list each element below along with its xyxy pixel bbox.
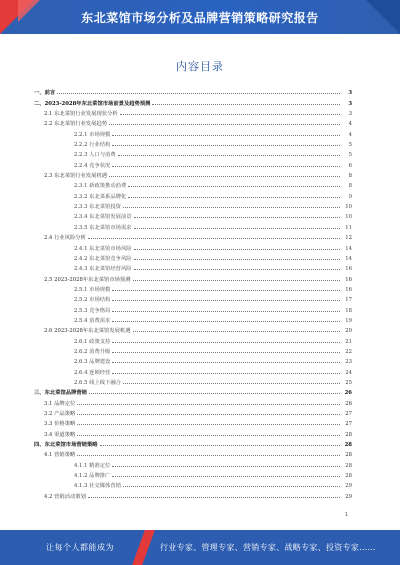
toc-entry-label: 2.2 东北菜馆行业发展趋势 [44, 121, 108, 128]
toc-entry[interactable] [34, 448, 352, 458]
toc-leader-dots [134, 259, 340, 260]
toc-entry-page: 16 [345, 266, 352, 273]
toc-entry-label: 2.3.4 东北菜馆发展前景 [74, 214, 132, 221]
toc-entry-page: 28 [345, 473, 352, 480]
toc-entry[interactable] [34, 220, 352, 230]
toc-entry[interactable] [34, 479, 352, 489]
toc-entry-label: 4.1.3 社交媒体营销 [74, 483, 121, 490]
toc-entry-page: 6 [348, 162, 352, 169]
toc-entry-page: 27 [345, 411, 352, 417]
toc-entry[interactable] [34, 210, 352, 220]
toc-entry[interactable] [34, 427, 352, 437]
toc-entry-label: 2.5.1 市场规模 [74, 286, 111, 293]
toc-entry-label: 2.2.3 人口与消费 [74, 152, 116, 159]
toc-entry-label: 2.4.2 东北菜馆竞争风险 [74, 255, 132, 262]
table-of-contents [34, 86, 352, 500]
toc-entry-label: 3.2 产品策略 [44, 411, 76, 417]
toc-entry-label: 2.2.4 竞争状况 [74, 162, 111, 169]
toc-entry-label: 4.1 营销策略 [44, 452, 76, 459]
toc-entry-label: 2.3.1 新政策推动消费 [74, 183, 127, 190]
toc-entry-label: 2.4.3 东北菜馆经营风险 [74, 266, 132, 273]
toc-entry[interactable] [34, 365, 352, 375]
toc-entry-label: 2.4.1 东北菜馆市场风险 [74, 245, 132, 252]
red-slash-decoration [129, 530, 157, 565]
toc-entry[interactable] [34, 293, 352, 303]
toc-entry-label: 2.6.4 连锁经营 [74, 369, 111, 376]
toc-entry-page: 20 [345, 328, 352, 335]
toc-entry[interactable] [34, 458, 352, 468]
toc-entry-label: 四、东北菜馆市场营销策略 [34, 442, 98, 449]
toc-entry[interactable] [34, 241, 352, 251]
toc-entry-label: 2.6 2023-2028年东北菜馆发展机遇 [44, 328, 131, 335]
toc-entry[interactable] [34, 148, 352, 158]
toc-entry-page: 27 [345, 421, 352, 428]
bottom-banner [0, 530, 400, 565]
toc-leader-dots [112, 135, 340, 136]
toc-leader-dots [109, 124, 340, 125]
toc-entry-label: 2.3.3 东北菜馆投资 [74, 204, 121, 211]
toc-entry[interactable] [34, 417, 352, 427]
toc-leader-dots [77, 435, 340, 436]
toc-entry-label: 2.1 东北菜馆行业发展现状分析 [44, 111, 118, 118]
toc-heading: 内容目录 [176, 60, 224, 73]
toc-entry-label: 3.4 渠道策略 [44, 431, 76, 438]
toc-entry-label: 3.3 价格策略 [44, 421, 76, 428]
toc-entry-label: 2.2.2 行业结构 [74, 142, 111, 149]
top-banner [0, 0, 400, 34]
toc-entry-label: 二、2023-2028年东北菜馆市场前景及趋势预测 [34, 100, 151, 107]
toc-entry-page: 28 [344, 442, 352, 449]
toc-leader-dots [128, 186, 340, 187]
toc-entry-page: 29 [345, 493, 352, 500]
toc-leader-dots [112, 300, 340, 301]
toc-entry[interactable] [34, 345, 352, 355]
toc-leader-dots [134, 228, 340, 229]
toc-entry[interactable] [34, 262, 352, 272]
toc-leader-dots [112, 466, 340, 467]
toc-entry-label: 4.1.2 品牌推广 [74, 473, 111, 480]
toc-entry-page: 12 [345, 235, 352, 242]
toc-leader-dots [112, 342, 340, 343]
toc-entry[interactable] [34, 86, 352, 96]
toc-leader-dots [109, 176, 340, 177]
toc-entry[interactable] [34, 252, 352, 262]
page-number: 1 [344, 512, 348, 518]
footer-slogan: 让每个人都能成为 [46, 543, 114, 552]
toc-entry-page: 5 [348, 152, 352, 159]
toc-entry-label: 4.2 营销活动策划 [44, 493, 86, 500]
toc-leader-dots [88, 238, 340, 239]
toc-leader-dots [134, 249, 340, 250]
toc-entry-page: 10 [345, 214, 352, 221]
toc-entry-page: 29 [345, 483, 352, 490]
toc-entry[interactable] [34, 107, 352, 117]
footer-expert-list: 行业专家、管理专家、营销专家、战略专家、投资专家…… [160, 543, 376, 552]
toc-leader-dots [123, 207, 340, 208]
toc-entry-page: 16 [345, 286, 352, 293]
toc-entry-label: 2.5.4 消费需求 [74, 317, 111, 324]
toc-leader-dots [134, 217, 340, 218]
toc-entry[interactable] [34, 231, 352, 241]
toc-entry[interactable] [34, 386, 352, 396]
toc-entry-page: 4 [348, 121, 352, 128]
toc-entry-label: 2.3.2 东北菜系品牌化 [74, 193, 127, 200]
toc-entry-label: 4.1.1 精准定位 [74, 462, 111, 469]
toc-entry[interactable] [34, 407, 352, 417]
toc-entry[interactable] [34, 376, 352, 386]
toc-entry-page: 21 [345, 338, 352, 345]
toc-entry[interactable] [34, 438, 352, 448]
toc-entry[interactable] [34, 179, 352, 189]
toc-entry-page: 9 [348, 193, 352, 200]
toc-entry-page: 25 [345, 379, 352, 386]
toc-leader-dots [120, 114, 340, 115]
toc-leader-dots [112, 362, 340, 363]
toc-entry-label: 三、东北菜馆品牌营销 [34, 390, 87, 397]
toc-entry-page: 14 [345, 245, 352, 252]
toc-leader-dots [112, 373, 340, 374]
toc-leader-dots [152, 104, 340, 105]
toc-entry-page: 26 [344, 390, 352, 397]
toc-entry-page: 24 [345, 369, 352, 376]
toc-leader-dots [89, 393, 340, 394]
toc-entry-page: 16 [345, 276, 352, 283]
toc-entry-label: 2.3.5 东北菜馆市场需求 [74, 224, 132, 231]
toc-entry-page: 28 [345, 431, 352, 438]
toc-entry[interactable] [34, 117, 352, 127]
toc-entry[interactable] [34, 272, 352, 282]
toc-entry-page: 3 [348, 111, 352, 118]
toc-entry[interactable] [34, 314, 352, 324]
toc-leader-dots [112, 145, 340, 146]
toc-entry[interactable] [34, 469, 352, 479]
toc-entry-page: 4 [348, 131, 352, 138]
toc-leader-dots [133, 280, 340, 281]
toc-entry-label: 2.6.2 消费升级 [74, 348, 111, 355]
toc-entry-label: 2.3 东北菜馆行业发展机遇 [44, 173, 108, 180]
toc-entry-page: 28 [345, 452, 352, 459]
toc-leader-dots [88, 497, 340, 498]
toc-entry[interactable] [34, 489, 352, 499]
toc-entry[interactable] [34, 396, 352, 406]
toc-entry-page: 3 [348, 90, 352, 97]
toc-entry[interactable] [34, 283, 352, 293]
toc-entry-page: 23 [345, 359, 352, 366]
toc-entry-label: 2.5.2 市场结构 [74, 297, 111, 304]
toc-leader-dots [77, 424, 340, 425]
toc-leader-dots [112, 311, 340, 312]
toc-leader-dots [57, 93, 340, 94]
toc-entry[interactable] [34, 158, 352, 168]
toc-entry[interactable] [34, 138, 352, 148]
toc-leader-dots [134, 269, 340, 270]
toc-entry-label: 2.5 2023-2028年东北菜馆市场预测 [44, 276, 131, 283]
report-title: 东北菜馆市场分析及品牌营销策略研究报告 [81, 11, 319, 25]
toc-entry[interactable] [34, 200, 352, 210]
toc-entry-page: 26 [345, 400, 352, 407]
toc-entry-page: 5 [348, 142, 352, 149]
toc-leader-dots [77, 455, 340, 456]
toc-leader-dots [77, 414, 340, 415]
toc-entry-page: 28 [345, 462, 352, 469]
toc-leader-dots [133, 331, 340, 332]
toc-entry-page: 18 [345, 307, 352, 314]
toc-leader-dots [123, 383, 340, 384]
toc-entry-label: 2.4 行业风险分析 [44, 235, 86, 242]
toc-leader-dots [100, 445, 340, 446]
toc-entry[interactable] [34, 96, 352, 106]
toc-leader-dots [118, 155, 340, 156]
toc-entry-label: 2.6.3 品牌建设 [74, 359, 111, 366]
toc-entry-page: 22 [345, 348, 352, 355]
toc-leader-dots [112, 476, 340, 477]
toc-entry[interactable] [34, 303, 352, 313]
toc-entry[interactable] [34, 355, 352, 365]
toc-leader-dots [112, 290, 340, 291]
toc-entry[interactable] [34, 324, 352, 334]
toc-entry-page: 3 [348, 100, 352, 107]
toc-entry[interactable] [34, 189, 352, 199]
toc-entry[interactable] [34, 127, 352, 137]
toc-entry-label: 2.5.3 竞争格局 [74, 307, 111, 314]
toc-entry-page: 8 [348, 183, 352, 190]
toc-entry[interactable] [34, 334, 352, 344]
toc-entry-page: 8 [348, 173, 352, 180]
toc-leader-dots [112, 352, 340, 353]
toc-entry-label: 2.6.5 线上线下融合 [74, 379, 121, 386]
toc-entry-label: 一、前言 [34, 90, 56, 97]
toc-entry-page: 11 [345, 224, 352, 231]
toc-leader-dots [112, 166, 340, 167]
toc-entry-page: 17 [345, 297, 352, 304]
toc-entry-label: 3.1 品牌定位 [44, 400, 76, 407]
toc-entry-label: 2.6.1 政策支持 [74, 338, 111, 345]
toc-entry-label: 2.2.1 市场规模 [74, 131, 111, 138]
toc-leader-dots [128, 197, 340, 198]
toc-leader-dots [123, 486, 340, 487]
toc-entry[interactable] [34, 169, 352, 179]
toc-leader-dots [77, 404, 340, 405]
toc-entry-page: 14 [345, 255, 352, 262]
toc-entry-page: 19 [345, 317, 352, 324]
toc-entry-page: 10 [345, 204, 352, 211]
toc-leader-dots [112, 321, 340, 322]
